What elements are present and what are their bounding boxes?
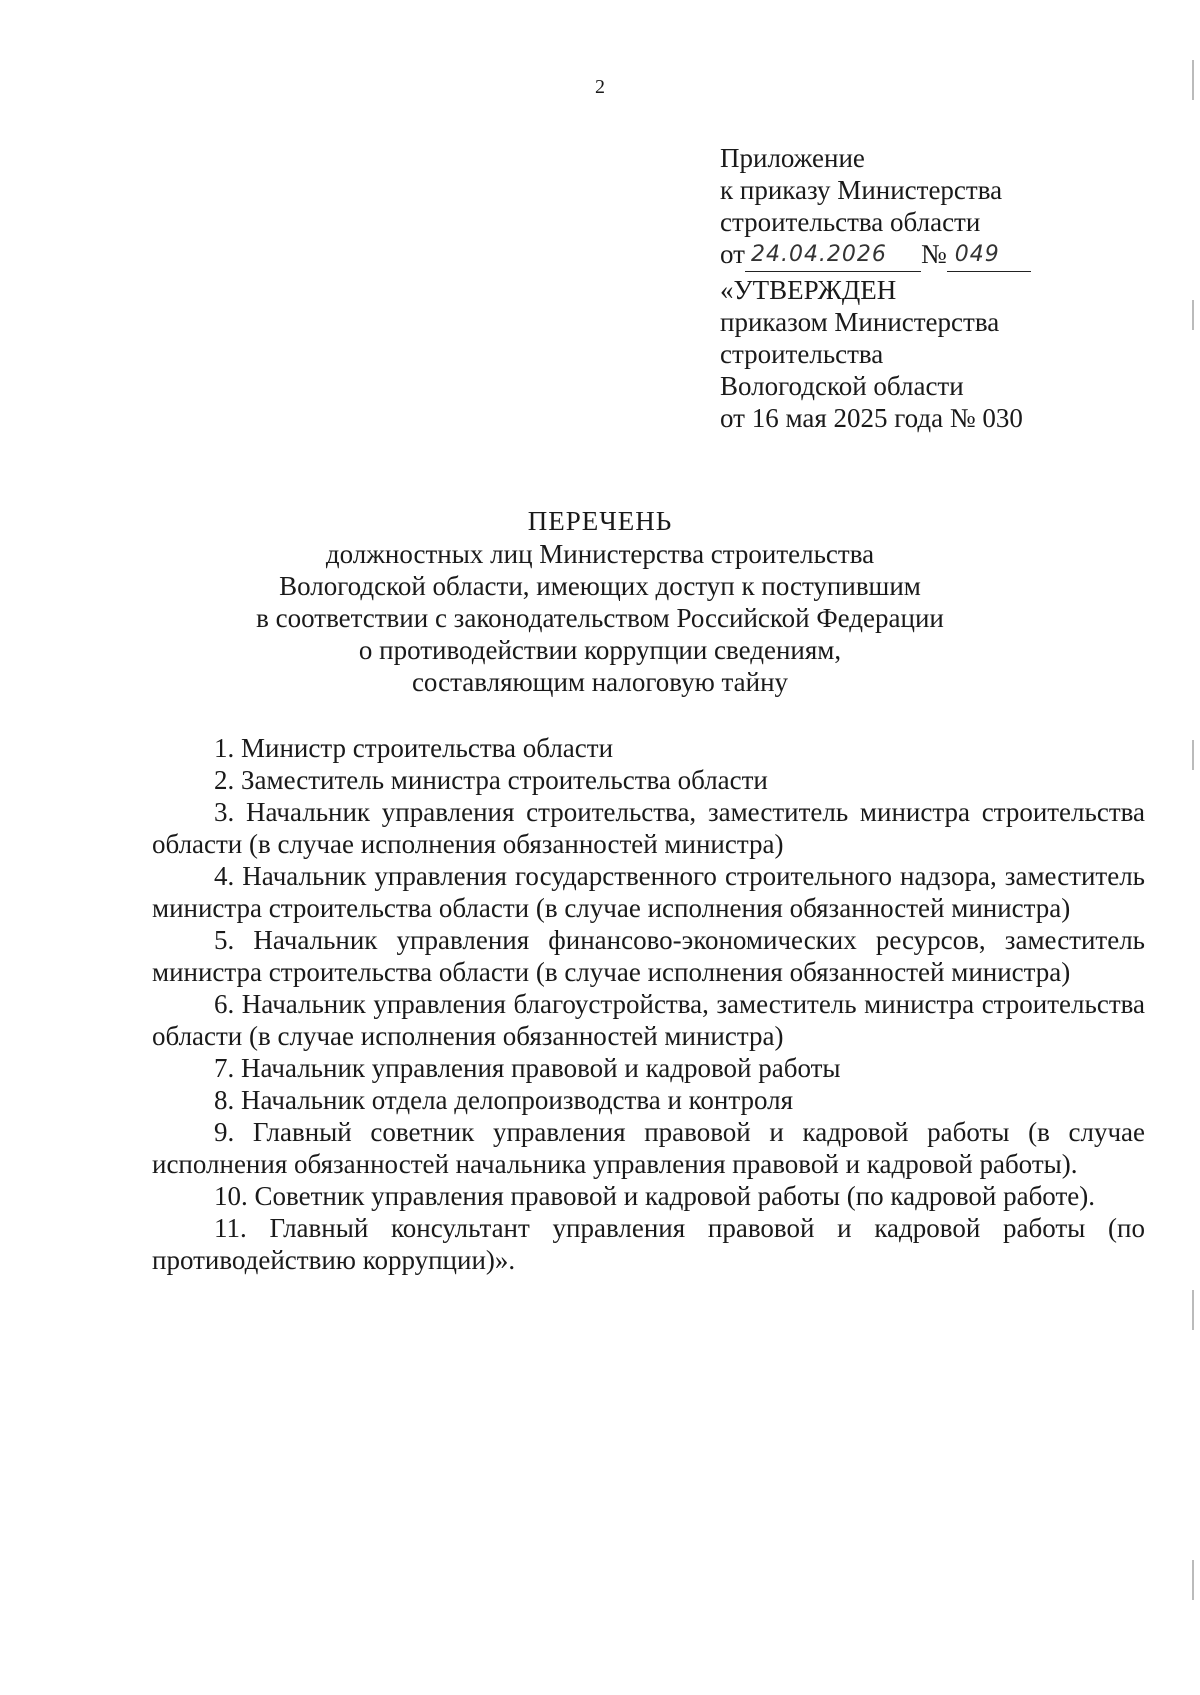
approval-line-appendix: Приложение xyxy=(720,143,865,173)
scan-edge-mark xyxy=(1192,300,1194,330)
scan-edge-mark xyxy=(1192,1560,1194,1600)
title-heading: ПЕРЕЧЕНЬ xyxy=(527,506,673,536)
date-prefix: от xyxy=(720,239,745,269)
list-item: 1. Министр строительства области xyxy=(214,733,614,763)
handwritten-number: 049 xyxy=(947,239,1031,272)
scan-edge-mark xyxy=(1192,1290,1194,1330)
document-title xyxy=(0,505,1200,698)
title-line-3: в соответствии с законодательством Российской Федерации xyxy=(256,603,944,633)
approval-line-order: к приказу Министерства xyxy=(720,175,1003,205)
scan-edge-mark xyxy=(1192,60,1194,100)
list-item: 6. Начальник управления благоустройства, заместитель министра строительства области (в случае исполнения обязанностей министра) xyxy=(152,989,1145,1051)
title-line-2: Вологодской области, имеющих доступ к поступившим xyxy=(279,571,921,601)
scan-edge-mark xyxy=(1192,740,1194,770)
list-item: 11. Главный консультант управления правовой и кадровой работы (по противодействию коррупции)». xyxy=(152,1213,1145,1275)
title-line-1: должностных лиц Министерства строительства xyxy=(325,539,875,569)
list-item: 9. Главный советник управления правовой и кадровой работы (в случае исполнения обязанностей начальника управления правовой и кадровой работы). xyxy=(152,1117,1145,1179)
number-prefix: № xyxy=(920,239,947,269)
officials-list xyxy=(152,732,1145,1276)
approval-line-by-order: приказом Министерства xyxy=(720,307,1000,337)
approval-line-original-order: от 16 мая 2025 года № 030 xyxy=(720,403,1023,433)
title-line-4: о противодействии коррупции сведениям, xyxy=(358,635,842,665)
list-item: 7. Начальник управления правовой и кадровой работы xyxy=(214,1053,841,1083)
list-item: 8. Начальник отдела делопроизводства и контроля xyxy=(214,1085,794,1115)
list-item: 10. Советник управления правовой и кадровой работы (по кадровой работе). xyxy=(214,1181,1095,1211)
approval-line-region: Вологодской области xyxy=(720,371,964,401)
list-item: 2. Заместитель министра строительства области xyxy=(214,765,768,795)
approval-line-approved: «УТВЕРЖДЕН xyxy=(720,275,897,305)
title-line-5: составляющим налоговую тайну xyxy=(411,667,789,697)
approval-line-construction: строительства xyxy=(720,339,884,369)
list-item: 3. Начальник управления строительства, заместитель министра строительства области (в случае исполнения обязанностей министра) xyxy=(152,797,1145,859)
handwritten-date: 24.04.2026 xyxy=(745,239,921,272)
approval-date-number-line xyxy=(720,238,1160,274)
page-number: 2 xyxy=(595,76,605,98)
approval-line-ministry: строительства области xyxy=(720,207,981,237)
list-item: 5. Начальник управления финансово-экономических ресурсов, заместитель министра строительства области (в случае исполнения обязанностей министра) xyxy=(152,925,1145,987)
list-item: 4. Начальник управления государственного строительного надзора, заместитель министра строительства области (в случае исполнения обязанностей министра) xyxy=(152,861,1145,923)
approval-block xyxy=(720,142,1160,434)
